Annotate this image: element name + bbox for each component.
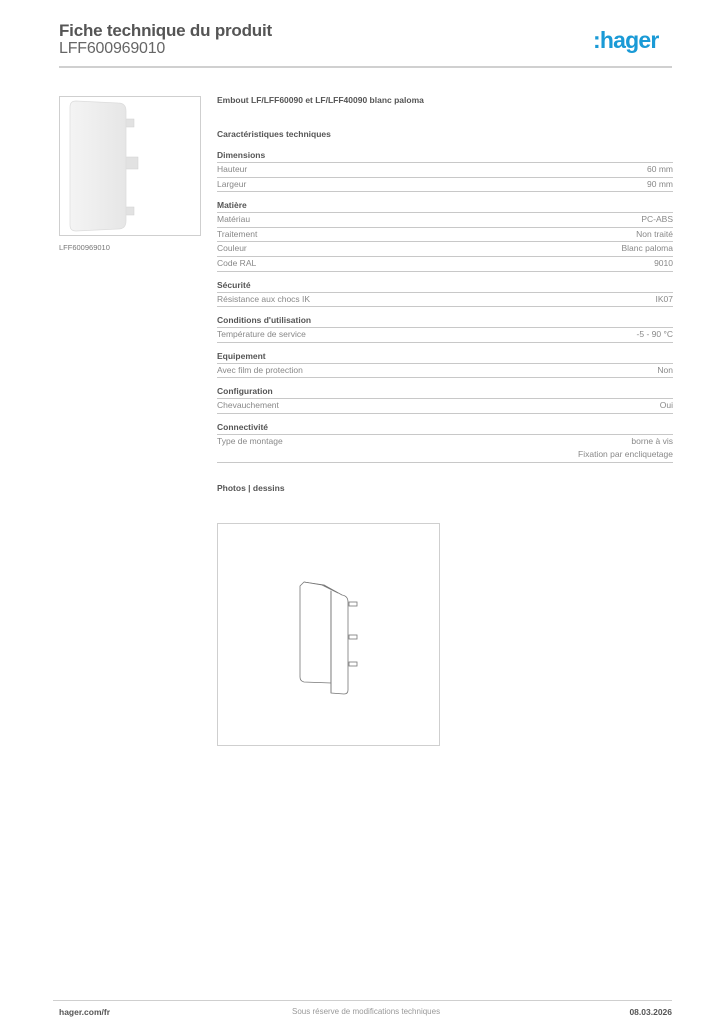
spec-label: Code RAL	[217, 257, 257, 268]
spec-value: Non traité	[636, 228, 673, 239]
spec-label: Couleur	[217, 243, 247, 254]
spec-value: PC-ABS	[641, 214, 673, 225]
spec-row	[217, 257, 673, 272]
product-drawing	[217, 523, 440, 746]
spec-row	[217, 163, 673, 178]
spec-label: Résistance aux chocs IK	[217, 293, 311, 304]
spec-label: Avec film de protection	[217, 364, 303, 375]
group-title: Connectivité	[217, 422, 673, 435]
spec-value: Non	[657, 364, 673, 375]
spec-value: 9010	[654, 257, 673, 268]
spec-row	[217, 364, 673, 379]
spec-label: Matériau	[217, 214, 251, 225]
product-thumbnail	[59, 96, 201, 236]
header-divider	[59, 66, 672, 68]
product-code: LFF600969010	[59, 40, 166, 57]
characteristics-heading: Caractéristiques techniques	[217, 129, 331, 139]
spec-value-line: borne à vis	[631, 435, 673, 446]
spec-label: Largeur	[217, 178, 247, 189]
group-title: Equipement	[217, 351, 673, 364]
group-equipement	[217, 351, 673, 379]
hager-logo: :hager	[593, 27, 659, 53]
group-matiere	[217, 200, 673, 271]
group-title: Dimensions	[217, 150, 673, 163]
spec-value: -5 - 90 °C	[636, 329, 673, 340]
group-title: Sécurité	[217, 280, 673, 293]
group-title: Conditions d'utilisation	[217, 315, 673, 328]
spec-value: 90 mm	[647, 178, 673, 189]
spec-value	[578, 435, 673, 462]
spec-label: Chevauchement	[217, 400, 279, 411]
product-title: Embout LF/LFF60090 et LF/LFF40090 blanc paloma	[217, 95, 424, 105]
footer-date: 08.03.2026	[629, 1007, 672, 1017]
footer-divider	[53, 1000, 672, 1001]
spec-row	[217, 213, 673, 228]
product-drawing-icon	[218, 524, 439, 745]
footer-website-link[interactable]: hager.com/fr	[59, 1007, 111, 1017]
spec-value: Blanc paloma	[621, 243, 673, 254]
spec-label: Traitement	[217, 228, 258, 239]
product-photo-icon	[60, 97, 200, 235]
footer-disclaimer: Sous réserve de modifications techniques	[292, 1007, 441, 1016]
group-securite	[217, 280, 673, 308]
group-configuration	[217, 386, 673, 414]
spec-row	[217, 242, 673, 257]
spec-value: 60 mm	[647, 164, 673, 174]
photos-heading: Photos | dessins	[217, 482, 285, 493]
group-title: Matière	[217, 200, 673, 213]
group-conditions	[217, 315, 673, 343]
group-connectivite	[217, 422, 673, 463]
spec-value: IK07	[655, 293, 673, 304]
spec-row	[217, 293, 673, 308]
spec-value: Oui	[659, 400, 673, 411]
spec-row	[217, 435, 673, 463]
spec-row	[217, 228, 673, 243]
group-dimensions	[217, 150, 673, 192]
spec-label: Type de montage	[217, 435, 283, 446]
product-details	[217, 95, 673, 493]
spec-label: Température de service	[217, 329, 306, 340]
group-title: Configuration	[217, 386, 673, 399]
thumbnail-caption: LFF600969010	[59, 243, 110, 252]
spec-row	[217, 328, 673, 343]
spec-value-line: Fixation par encliquetage	[578, 448, 673, 459]
spec-row	[217, 178, 673, 193]
spec-label: Hauteur	[217, 164, 248, 174]
page-title: Fiche technique du produit	[59, 21, 272, 40]
spec-row	[217, 399, 673, 414]
